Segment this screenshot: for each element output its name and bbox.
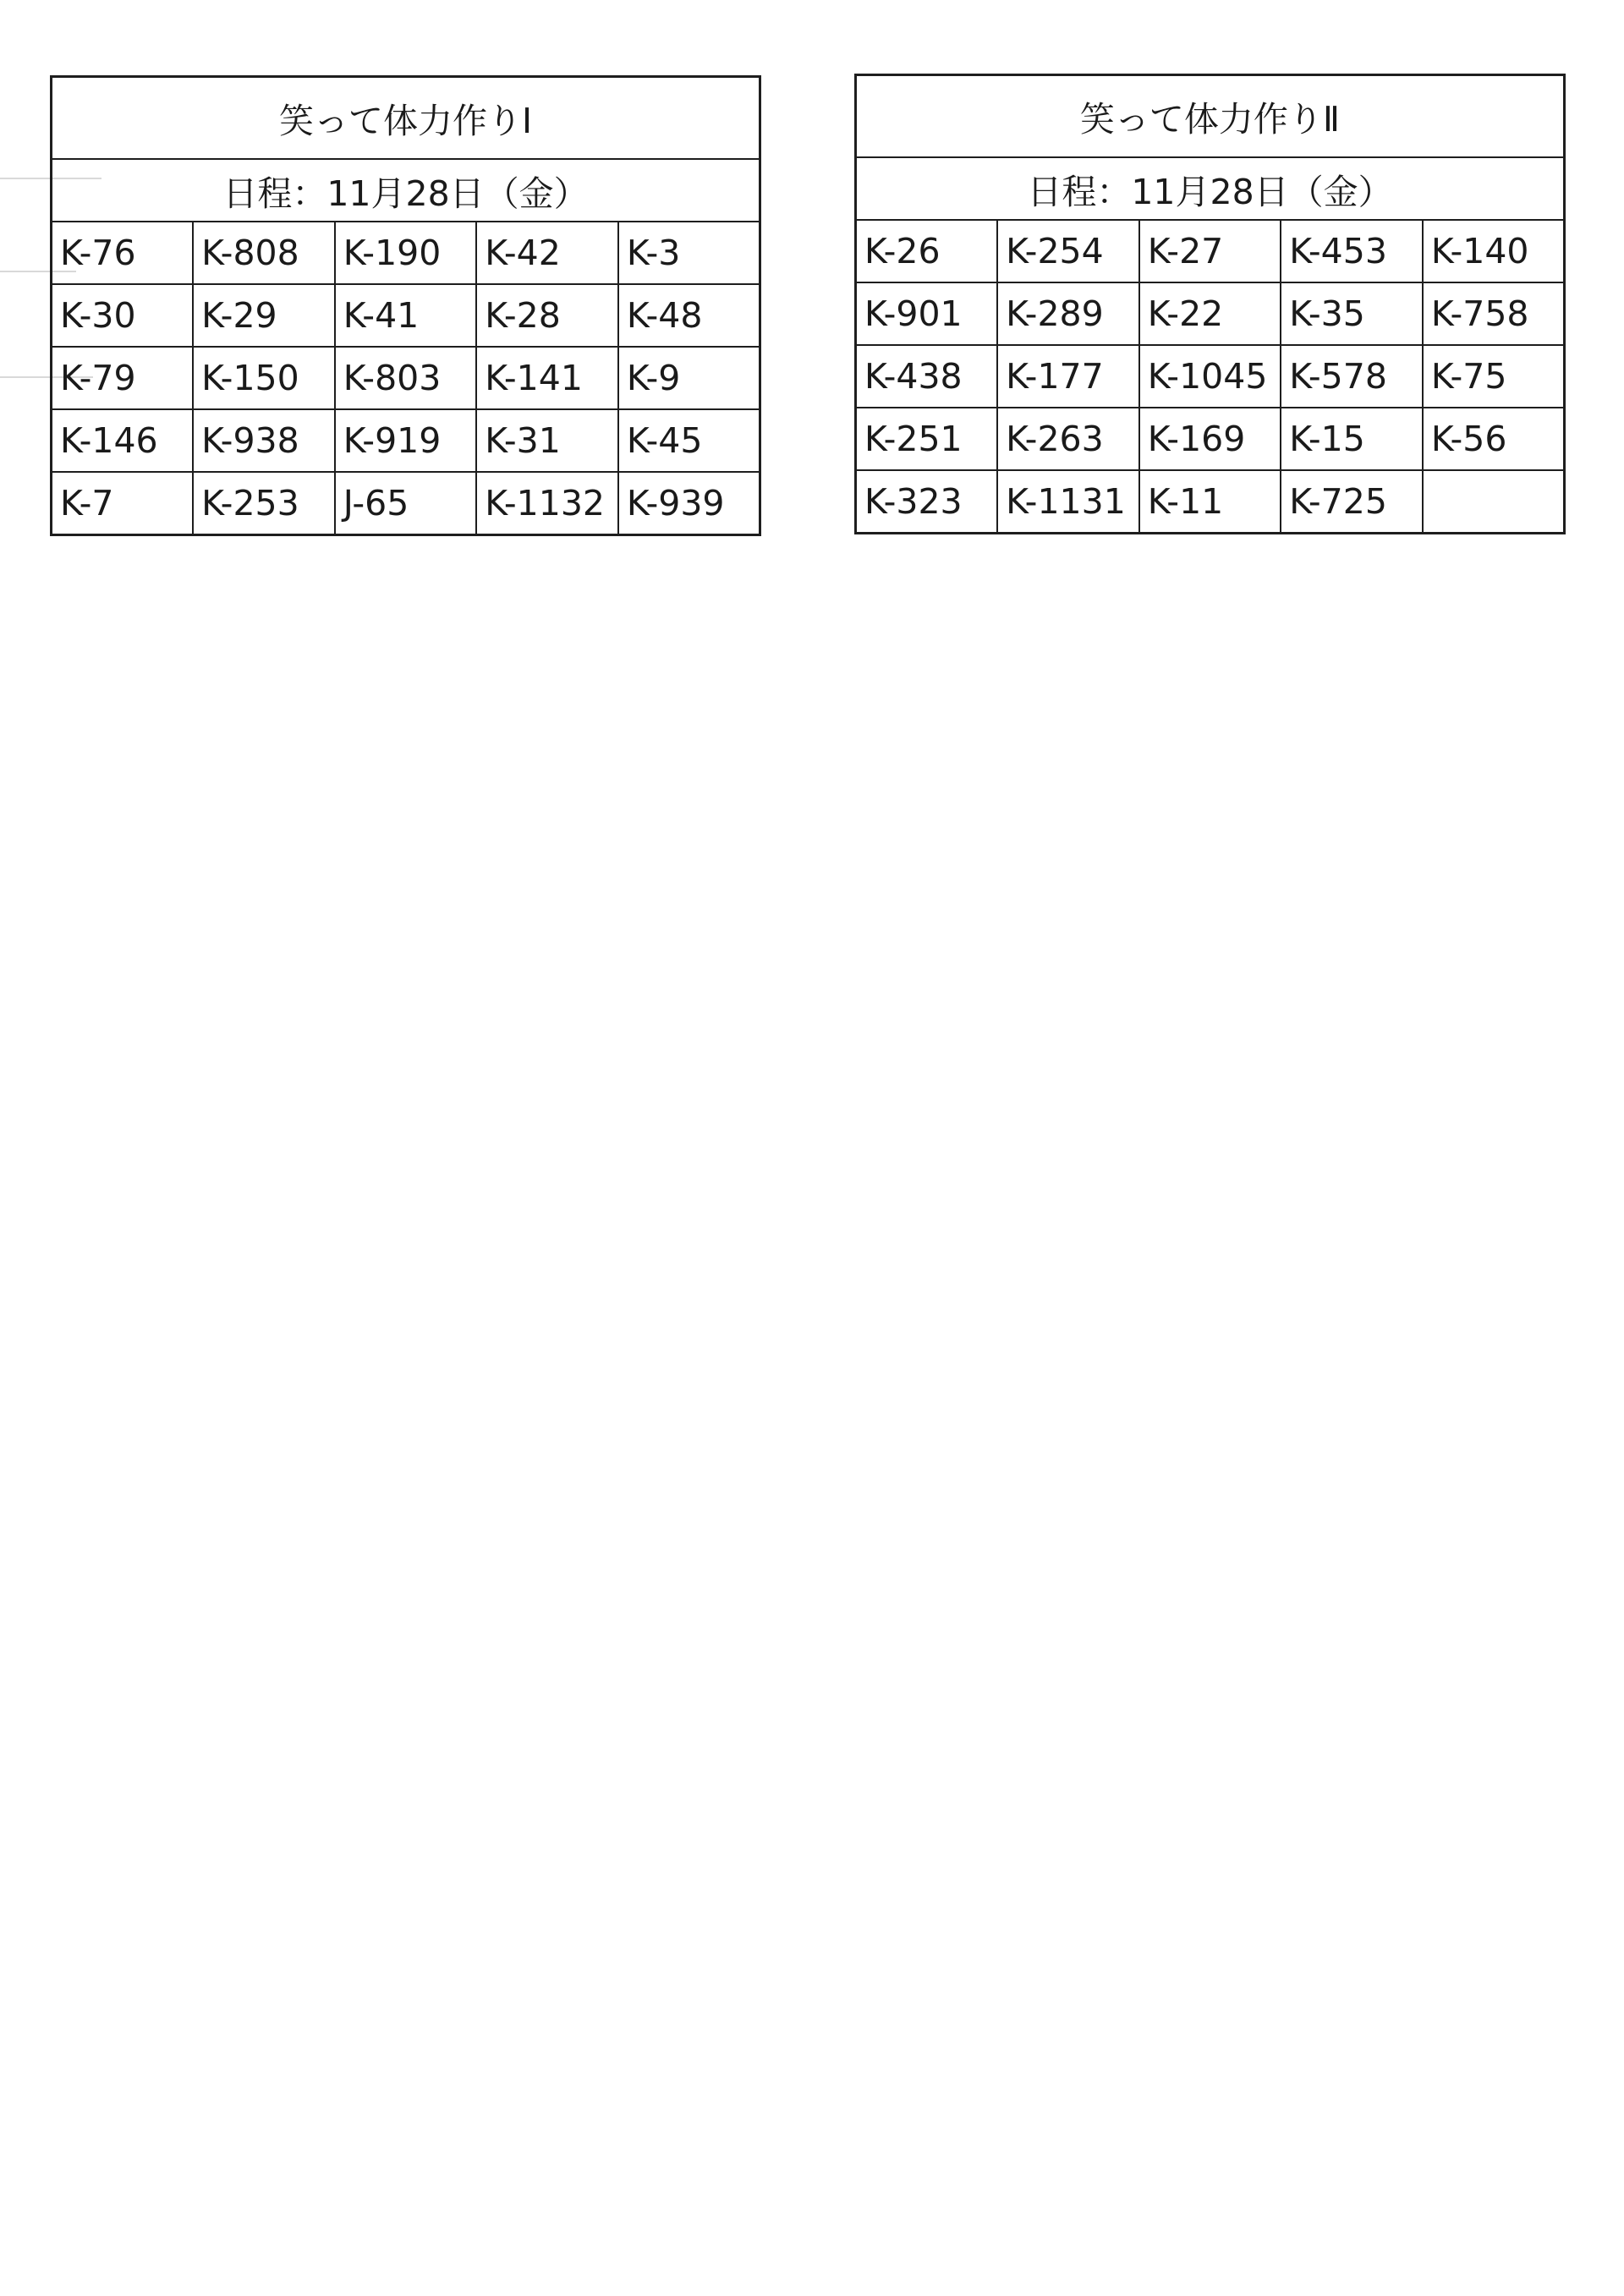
participant-code-cell: K-803 [335, 347, 477, 409]
table-row [856, 470, 1565, 534]
participant-code-cell: K-31 [476, 409, 618, 472]
participant-code-cell: K-289 [997, 282, 1139, 345]
schedule-date: 日程：11月28日（金） [856, 157, 1565, 220]
table-row [856, 345, 1565, 408]
participant-code-cell: K-146 [52, 409, 194, 472]
participant-code-cell: K-1131 [997, 470, 1139, 534]
participant-code-cell: K-27 [1139, 220, 1281, 282]
table-row [52, 222, 760, 284]
participant-code-cell: K-323 [856, 470, 998, 534]
participant-code-cell: K-190 [335, 222, 477, 284]
table-row [856, 282, 1565, 345]
participant-code-cell: J-65 [335, 472, 477, 535]
schedule-table-1 [50, 75, 761, 536]
participant-code-cell: K-919 [335, 409, 477, 472]
participant-code-cell: K-15 [1281, 408, 1423, 470]
participant-code-cell: K-75 [1423, 345, 1565, 408]
participant-code-cell: K-939 [618, 472, 760, 535]
participant-code-cell: K-438 [856, 345, 998, 408]
table-row [52, 347, 760, 409]
table-row [856, 220, 1565, 282]
participant-code-cell: K-9 [618, 347, 760, 409]
empty-cell [1423, 470, 1565, 534]
participant-code-cell: K-76 [52, 222, 194, 284]
participant-code-cell: K-41 [335, 284, 477, 347]
schedule-date: 日程：11月28日（金） [52, 159, 760, 222]
participant-code-cell: K-56 [1423, 408, 1565, 470]
participant-code-cell: K-254 [997, 220, 1139, 282]
participant-code-cell: K-26 [856, 220, 998, 282]
participant-code-cell: K-263 [997, 408, 1139, 470]
participant-code-cell: K-22 [1139, 282, 1281, 345]
participant-code-cell: K-1045 [1139, 345, 1281, 408]
participant-code-cell: K-45 [618, 409, 760, 472]
participant-code-cell: K-150 [193, 347, 335, 409]
participant-code-cell: K-938 [193, 409, 335, 472]
participant-code-cell: K-177 [997, 345, 1139, 408]
participant-code-cell: K-1132 [476, 472, 618, 535]
participant-code-cell: K-7 [52, 472, 194, 535]
participant-code-cell: K-35 [1281, 282, 1423, 345]
participant-code-cell: K-3 [618, 222, 760, 284]
participant-code-cell: K-251 [856, 408, 998, 470]
table-row [52, 409, 760, 472]
participant-code-cell: K-725 [1281, 470, 1423, 534]
table-row [856, 408, 1565, 470]
participant-code-cell: K-758 [1423, 282, 1565, 345]
participant-code-cell: K-808 [193, 222, 335, 284]
table-row [52, 472, 760, 535]
participant-code-cell: K-29 [193, 284, 335, 347]
participant-code-cell: K-578 [1281, 345, 1423, 408]
participant-code-cell: K-141 [476, 347, 618, 409]
participant-code-cell: K-48 [618, 284, 760, 347]
participant-code-cell: K-11 [1139, 470, 1281, 534]
participant-code-cell: K-28 [476, 284, 618, 347]
participant-code-cell: K-79 [52, 347, 194, 409]
schedule-table-2 [854, 74, 1566, 534]
table-row [52, 284, 760, 347]
participant-code-cell: K-169 [1139, 408, 1281, 470]
table-title: 笑って体力作りⅡ [856, 75, 1565, 158]
participant-code-cell: K-453 [1281, 220, 1423, 282]
table-title: 笑って体力作りⅠ [52, 77, 760, 160]
participant-code-cell: K-30 [52, 284, 194, 347]
participant-code-cell: K-140 [1423, 220, 1565, 282]
participant-code-cell: K-253 [193, 472, 335, 535]
participant-code-cell: K-901 [856, 282, 998, 345]
participant-code-cell: K-42 [476, 222, 618, 284]
